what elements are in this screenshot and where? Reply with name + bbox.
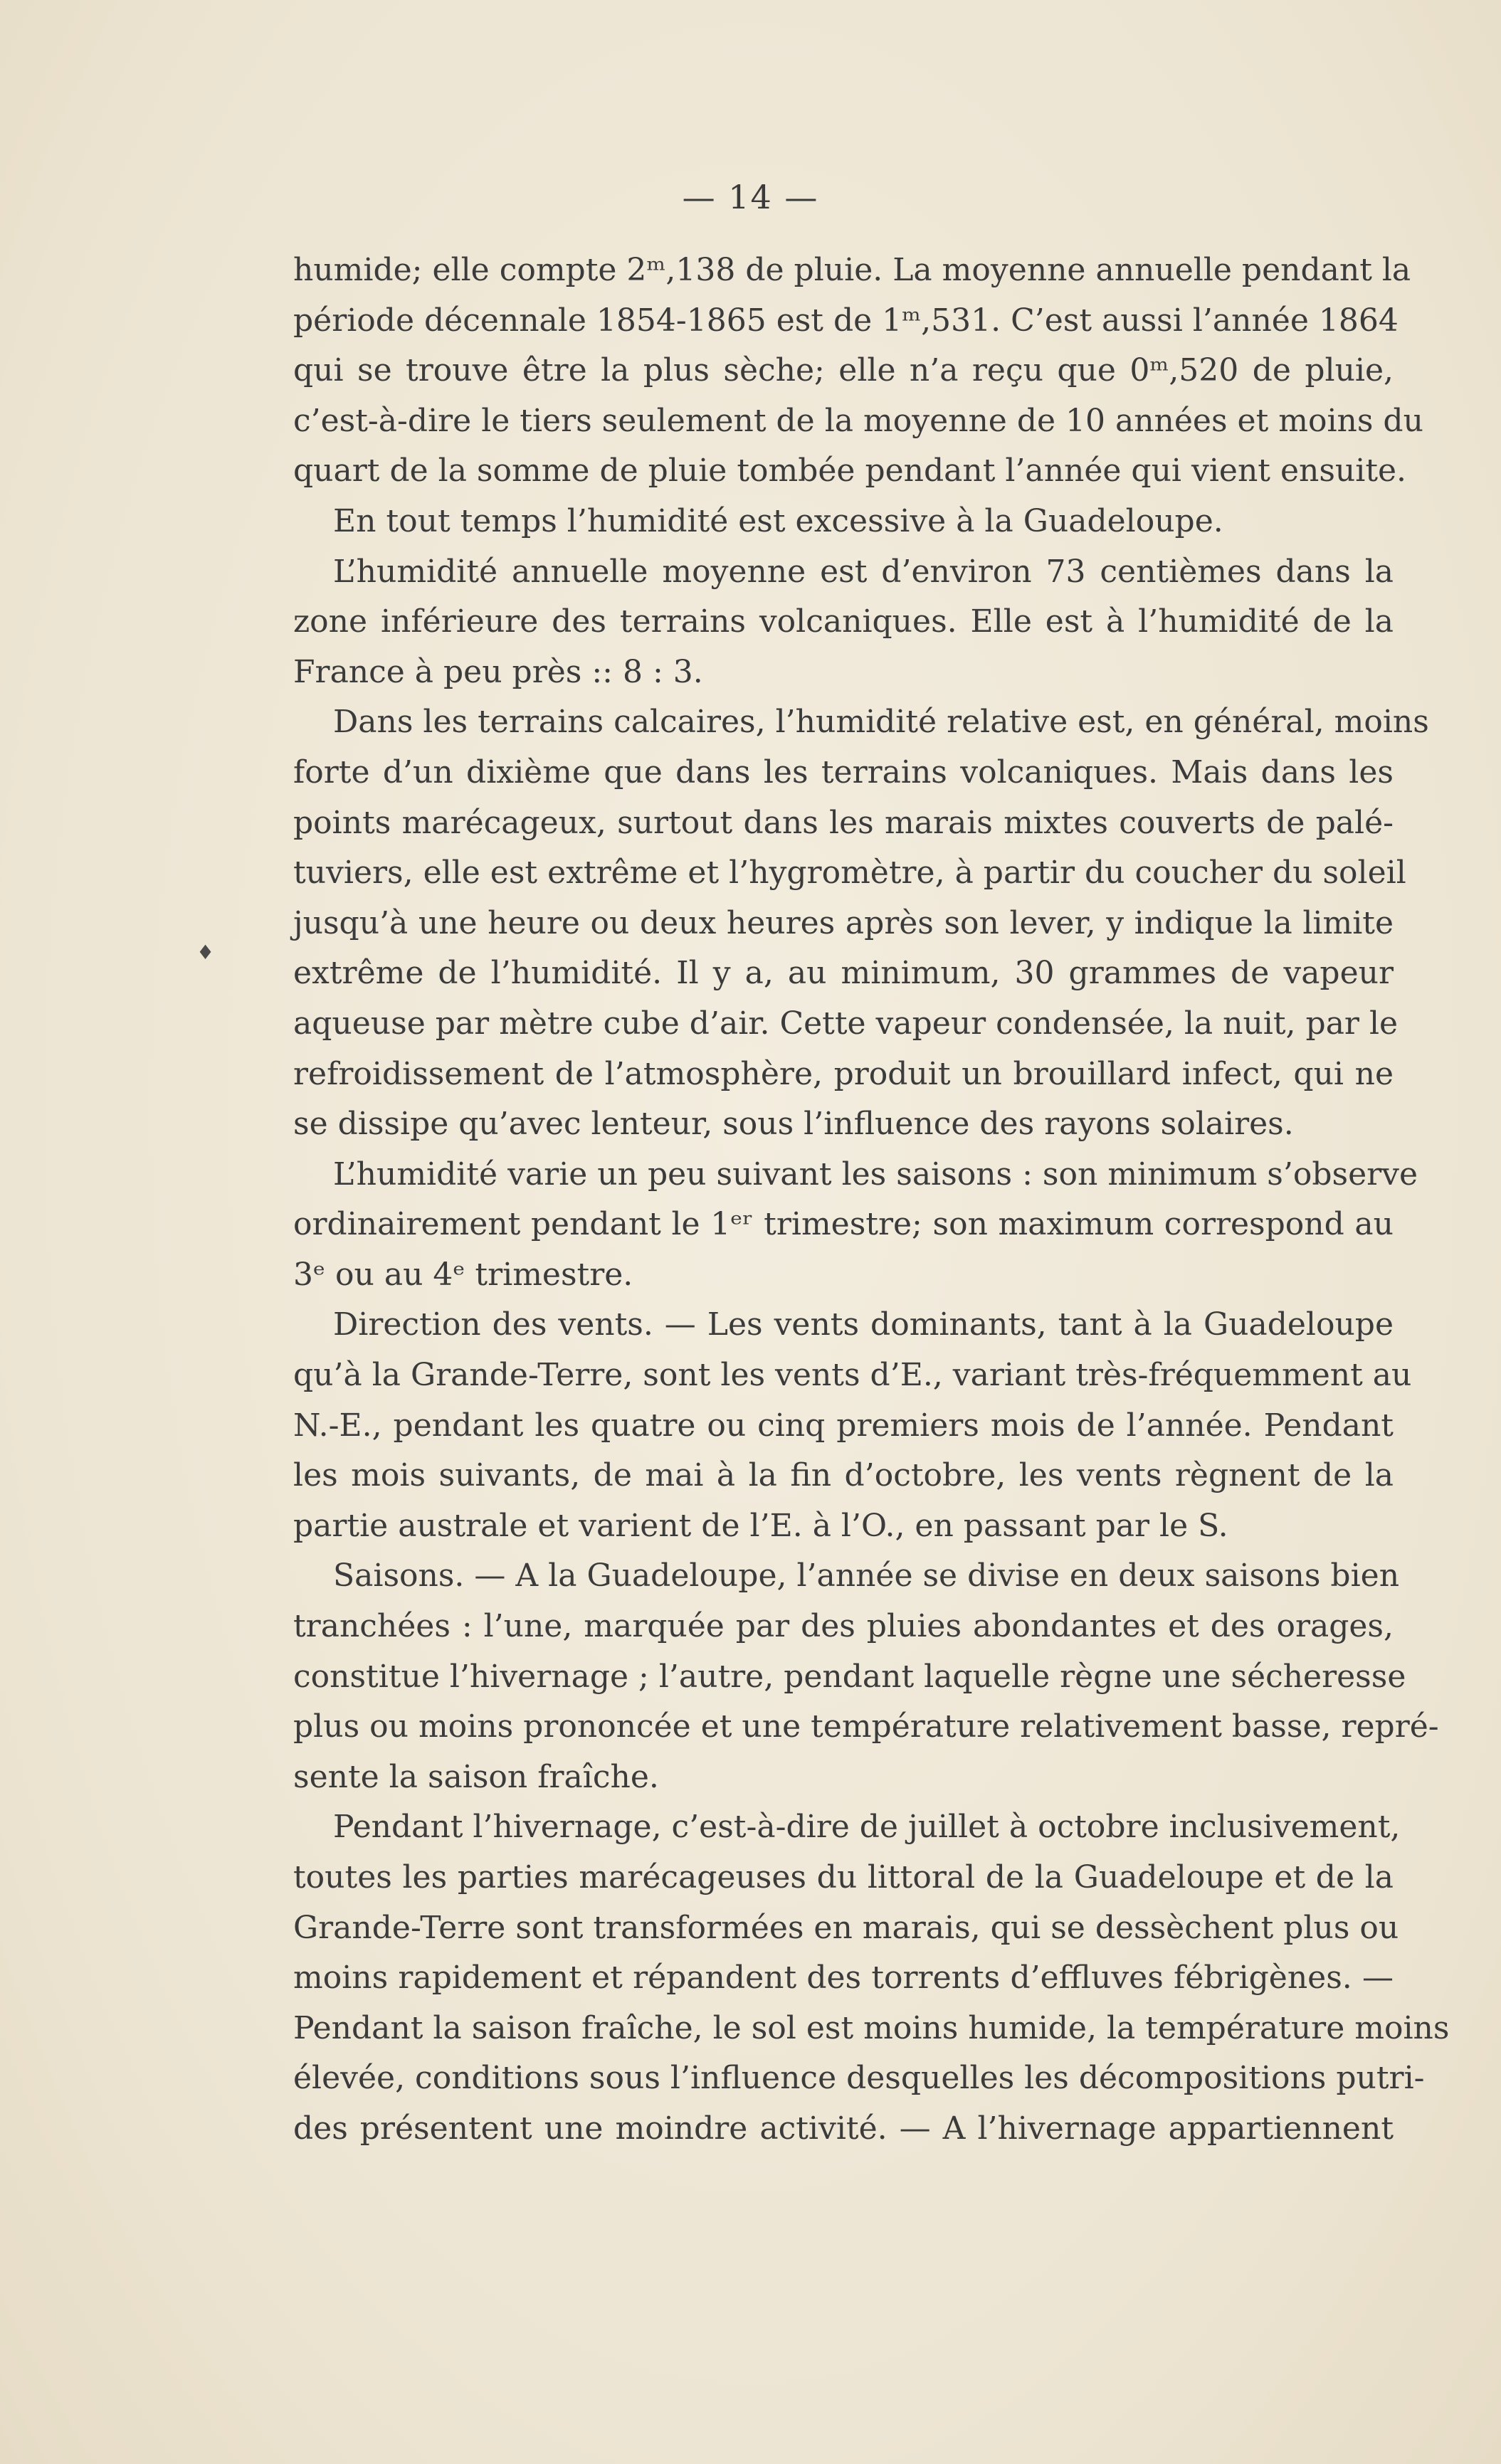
text-line: forte d’un dixième que dans les terrains volcaniques. Mais dans les [293, 754, 1394, 791]
text-line: aqueuse par mètre cube d’air. Cette vapeur condensée, la nuit, par le [293, 1005, 1399, 1042]
text-line: En tout temps l’humidité est excessive à la Guadeloupe. [333, 502, 1223, 539]
text-line: c’est-à-dire le tiers seulement de la moyenne de 10 années et moins du [293, 402, 1423, 439]
text-line: N.-E., pendant les quatre ou cinq premiers mois de l’année. Pendant [293, 1407, 1394, 1444]
text-line: ordinairement pendant le 1ᵉʳ trimestre; son maximum correspond au [293, 1206, 1394, 1243]
body-text [293, 245, 1450, 2154]
text-line: Dans les terrains calcaires, l’humidité relative est, en général, moins [333, 704, 1429, 741]
text-line: élevée, conditions sous l’influence desquelles les décompositions putri- [293, 2060, 1425, 2097]
text-line: sente la saison fraîche. [293, 1758, 659, 1795]
text-line: L’humidité varie un peu suivant les saisons : son minimum s’observe [333, 1156, 1418, 1193]
text-line: 3ᵉ ou au 4ᵉ trimestre. [293, 1256, 633, 1293]
text-line: constitue l’hivernage ; l’autre, pendant laquelle règne une sécheresse [293, 1658, 1406, 1695]
text-line: refroidissement de l’atmosphère, produit un brouillard infect, qui ne [293, 1055, 1394, 1092]
text-line: toutes les parties marécageuses du littoral de la Guadeloupe et de la [293, 1859, 1394, 1895]
text-line: moins rapidement et répandent des torrents d’effluves fébrigènes. — [293, 1960, 1394, 1997]
text-line: Pendant la saison fraîche, le sol est moins humide, la température moins [293, 2009, 1450, 2046]
margin-mark: ♦ [196, 941, 215, 964]
text-line: partie australe et varient de l’E. à l’O., en passant par le S. [293, 1507, 1228, 1544]
text-line: tranchées : l’une, marquée par des pluies abondantes et des orages, [293, 1608, 1394, 1645]
text-line: points marécageux, surtout dans les marais mixtes couverts de palé- [293, 804, 1394, 841]
text-line: Saisons. — A la Guadeloupe, l’année se divise en deux saisons bien [333, 1558, 1400, 1595]
text-line: humide; elle compte 2ᵐ,138 de pluie. La moyenne annuelle pendant la [293, 252, 1411, 288]
text-line: Pendant l’hivernage, c’est-à-dire de juillet à octobre inclusivement, [333, 1809, 1401, 1846]
text-line: France à peu près :: 8 : 3. [293, 653, 703, 690]
text-line: les mois suivants, de mai à la fin d’octobre, les vents règnent de la [293, 1457, 1394, 1494]
page-number: — 14 — [682, 178, 819, 216]
text-line: plus ou moins prononcée et une température relativement basse, repré- [293, 1708, 1439, 1745]
text-line: se dissipe qu’avec lenteur, sous l’influence des rayons solaires. [293, 1106, 1294, 1143]
text-line: jusqu’à une heure ou deux heures après son lever, y indique la limite [293, 904, 1394, 941]
text-line: zone inférieure des terrains volcaniques. Elle est à l’humidité de la [293, 603, 1394, 640]
text-line: L’humidité annuelle moyenne est d’environ 73 centièmes dans la [333, 553, 1394, 590]
text-line: tuviers, elle est extrême et l’hygromètre, à partir du coucher du soleil [293, 855, 1406, 892]
text-line: Direction des vents. — Les vents dominants, tant à la Guadeloupe [333, 1306, 1394, 1343]
text-line: période décennale 1854-1865 est de 1ᵐ,531. C’est aussi l’année 1864 [293, 302, 1399, 339]
text-line: quart de la somme de pluie tombée pendant l’année qui vient ensuite. [293, 453, 1407, 490]
text-line: Grande-Terre sont transformées en marais, qui se dessèchent plus ou [293, 1909, 1399, 1946]
text-line: qu’à la Grande-Terre, sont les vents d’E., variant très-fréquemment au [293, 1357, 1412, 1394]
text-line: des présentent une moindre activité. — A l’hivernage appartiennent [293, 2110, 1394, 2147]
text-line: qui se trouve être la plus sèche; elle n’a reçu que 0ᵐ,520 de pluie, [293, 352, 1394, 389]
text-line: extrême de l’humidité. Il y a, au minimum, 30 grammes de vapeur [293, 955, 1394, 992]
